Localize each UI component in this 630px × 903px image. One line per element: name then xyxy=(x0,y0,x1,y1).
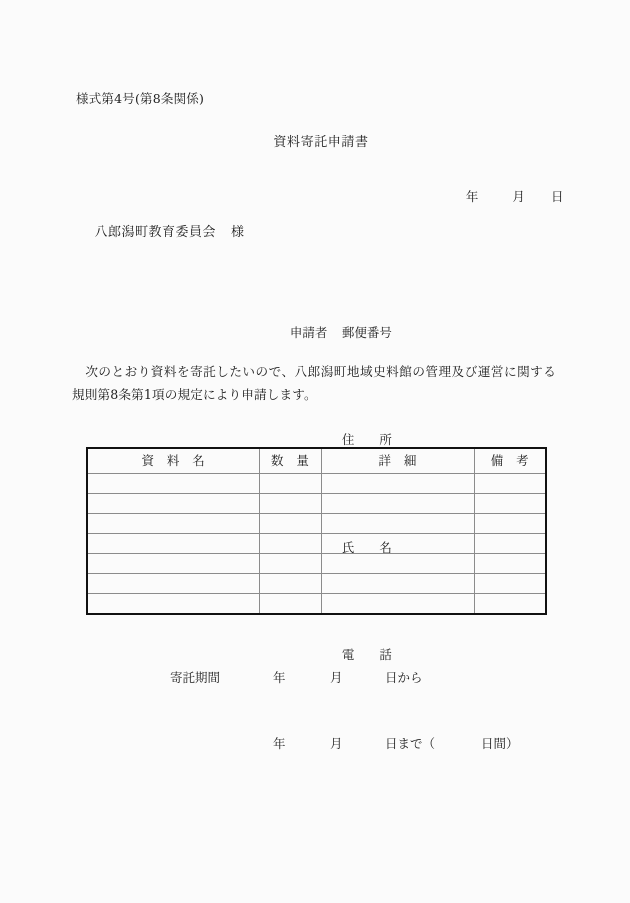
cell-quantity[interactable] xyxy=(259,514,321,534)
table-header-row xyxy=(87,448,546,474)
table-row[interactable] xyxy=(87,574,546,594)
cell-material-name[interactable] xyxy=(87,474,259,494)
cell-remarks[interactable] xyxy=(474,494,546,514)
applicant-label: 申請者 xyxy=(289,324,328,340)
cell-material-name[interactable] xyxy=(87,574,259,594)
cell-details[interactable] xyxy=(321,474,474,494)
table-row[interactable] xyxy=(87,554,546,574)
applicant-row-postal xyxy=(266,300,392,365)
period-to-day-label: 日まで（ xyxy=(385,736,436,751)
date-day-label: 日 xyxy=(550,188,564,204)
table-row[interactable] xyxy=(87,494,546,514)
cell-details[interactable] xyxy=(321,594,474,615)
column-header-remarks: 備 考 xyxy=(474,448,546,474)
addressee-honorific: 様 xyxy=(231,225,245,240)
period-to-year-label: 年 xyxy=(273,736,286,751)
body-paragraph xyxy=(72,360,556,406)
cell-quantity[interactable] xyxy=(259,494,321,514)
cell-quantity[interactable] xyxy=(259,534,321,554)
table-row[interactable] xyxy=(87,534,546,554)
table-row[interactable] xyxy=(87,594,546,615)
column-header-details: 詳 細 xyxy=(321,448,474,474)
body-paragraph-text: 次のとおり資料を寄託したいので、八郎潟町地域史料館の管理及び運営に関する規則第8条第1項の規定により申請します。 xyxy=(72,364,556,402)
period-duration-label: 日間） xyxy=(481,736,519,751)
materials-table xyxy=(86,447,547,615)
cell-quantity[interactable] xyxy=(259,474,321,494)
cell-material-name[interactable] xyxy=(87,594,259,615)
table-row[interactable] xyxy=(87,474,546,494)
page-title: 資料寄託申請書 xyxy=(273,135,369,150)
date-line xyxy=(450,178,563,216)
deposit-period-block xyxy=(170,623,519,799)
column-header-quantity: 数 量 xyxy=(259,448,321,474)
date-month-label: 月 xyxy=(512,188,525,204)
deposit-period-to-row xyxy=(170,733,519,755)
applicant-field-phone-label: 電 話 xyxy=(341,647,392,662)
cell-details[interactable] xyxy=(321,574,474,594)
date-year-label: 年 xyxy=(465,188,479,204)
applicant-field-address-label: 住 所 xyxy=(341,432,392,447)
cell-remarks[interactable] xyxy=(474,514,546,534)
cell-details[interactable] xyxy=(321,514,474,534)
addressee xyxy=(76,213,245,252)
deposit-period-label: 寄託期間 xyxy=(170,670,221,685)
cell-material-name[interactable] xyxy=(87,494,259,514)
cell-quantity[interactable] xyxy=(259,554,321,574)
materials-table-wrapper xyxy=(86,415,545,647)
cell-remarks[interactable] xyxy=(474,594,546,615)
cell-remarks[interactable] xyxy=(474,534,546,554)
table-row[interactable] xyxy=(87,514,546,534)
cell-material-name[interactable] xyxy=(87,534,259,554)
period-to-month-label: 月 xyxy=(330,736,343,751)
cell-details[interactable] xyxy=(321,554,474,574)
cell-material-name[interactable] xyxy=(87,514,259,534)
deposit-period-from-row xyxy=(170,667,519,689)
cell-remarks[interactable] xyxy=(474,574,546,594)
cell-quantity[interactable] xyxy=(259,594,321,615)
cell-quantity[interactable] xyxy=(259,574,321,594)
cell-remarks[interactable] xyxy=(474,554,546,574)
cell-details[interactable] xyxy=(321,494,474,514)
form-number: 様式第4号(第8条関係) xyxy=(76,91,205,106)
cell-material-name[interactable] xyxy=(87,554,259,574)
period-from-year-label: 年 xyxy=(273,670,286,685)
cell-details[interactable] xyxy=(321,534,474,554)
applicant-field-name-label: 氏 名 xyxy=(341,539,392,555)
cell-remarks[interactable] xyxy=(474,474,546,494)
table-body xyxy=(87,474,546,615)
addressee-organization: 八郎潟町教育委員会 xyxy=(94,225,217,240)
column-header-material-name: 資 料 名 xyxy=(87,448,259,474)
period-from-day-label: 日から xyxy=(385,670,423,685)
period-from-month-label: 月 xyxy=(330,670,343,685)
applicant-field-postal-label: 郵便番号 xyxy=(341,324,392,340)
